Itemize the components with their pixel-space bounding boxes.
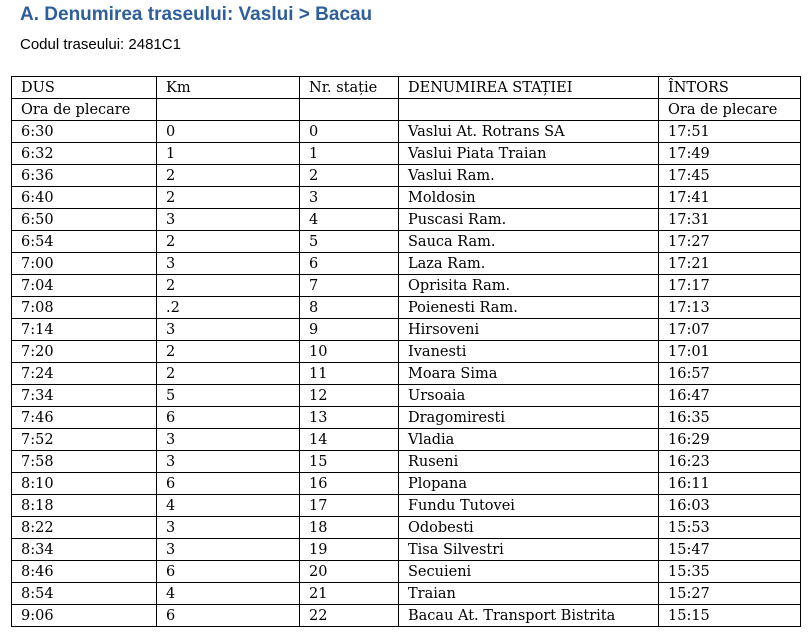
station-name-cell: Vladia <box>399 429 659 451</box>
departure-time-cell: 8:10 <box>12 473 157 495</box>
return-time-cell: 15:15 <box>659 605 801 627</box>
header-intors: ÎNTORS <box>659 77 801 99</box>
station-name-cell: Vaslui Ram. <box>399 165 659 187</box>
station-number-cell: 4 <box>300 209 399 231</box>
departure-time-cell: 7:46 <box>12 407 157 429</box>
return-time-cell: 16:11 <box>659 473 801 495</box>
header-station-number: Nr. stație <box>300 77 399 99</box>
table-row <box>12 165 801 187</box>
km-cell: 2 <box>157 341 300 363</box>
table-row <box>12 209 801 231</box>
table-row <box>12 605 801 627</box>
departure-time-cell: 6:50 <box>12 209 157 231</box>
return-time-cell: 15:53 <box>659 517 801 539</box>
departure-time-cell: 8:22 <box>12 517 157 539</box>
departure-time-cell: 7:08 <box>12 297 157 319</box>
return-time-cell: 17:21 <box>659 253 801 275</box>
table-row <box>12 363 801 385</box>
station-name-cell: Laza Ram. <box>399 253 659 275</box>
station-number-cell: 18 <box>300 517 399 539</box>
table-row <box>12 539 801 561</box>
return-time-cell: 15:27 <box>659 583 801 605</box>
station-number-cell: 11 <box>300 363 399 385</box>
station-name-cell: Vaslui At. Rotrans SA <box>399 121 659 143</box>
km-cell: 3 <box>157 253 300 275</box>
return-time-cell: 17:51 <box>659 121 801 143</box>
header-station-name: DENUMIREA STAȚIEI <box>399 77 659 99</box>
km-cell: 1 <box>157 143 300 165</box>
return-time-cell: 16:57 <box>659 363 801 385</box>
station-name-cell: Traian <box>399 583 659 605</box>
table-row <box>12 341 801 363</box>
station-number-cell: 22 <box>300 605 399 627</box>
km-cell: 2 <box>157 165 300 187</box>
departure-time-cell: 6:30 <box>12 121 157 143</box>
table-row <box>12 517 801 539</box>
station-number-cell: 6 <box>300 253 399 275</box>
km-cell: 3 <box>157 539 300 561</box>
km-cell: 3 <box>157 209 300 231</box>
departure-time-cell: 7:00 <box>12 253 157 275</box>
route-code-line <box>20 36 181 53</box>
station-name-cell: Tisa Silvestri <box>399 539 659 561</box>
km-cell: 2 <box>157 187 300 209</box>
table-row <box>12 561 801 583</box>
km-cell: .2 <box>157 297 300 319</box>
table-header-row <box>12 77 801 99</box>
departure-time-cell: 6:32 <box>12 143 157 165</box>
return-time-cell: 17:49 <box>659 143 801 165</box>
departure-time-cell: 7:14 <box>12 319 157 341</box>
km-cell: 6 <box>157 473 300 495</box>
station-number-cell: 17 <box>300 495 399 517</box>
km-cell: 3 <box>157 319 300 341</box>
departure-time-cell: 8:34 <box>12 539 157 561</box>
km-cell: 3 <box>157 517 300 539</box>
km-cell: 3 <box>157 429 300 451</box>
table-row <box>12 473 801 495</box>
return-time-cell: 16:35 <box>659 407 801 429</box>
departure-time-cell: 7:20 <box>12 341 157 363</box>
station-number-cell: 16 <box>300 473 399 495</box>
subheader-km <box>157 99 300 121</box>
station-number-cell: 0 <box>300 121 399 143</box>
route-code-label: Codul traseului: <box>20 36 125 53</box>
station-number-cell: 7 <box>300 275 399 297</box>
return-time-cell: 15:35 <box>659 561 801 583</box>
departure-time-cell: 6:40 <box>12 187 157 209</box>
route-code-value: 2481C1 <box>128 36 181 53</box>
km-cell: 2 <box>157 231 300 253</box>
table-subheader-row <box>12 99 801 121</box>
return-time-cell: 17:17 <box>659 275 801 297</box>
station-name-cell: Puscasi Ram. <box>399 209 659 231</box>
return-time-cell: 16:23 <box>659 451 801 473</box>
station-number-cell: 10 <box>300 341 399 363</box>
return-time-cell: 16:47 <box>659 385 801 407</box>
table-row <box>12 187 801 209</box>
departure-time-cell: 7:58 <box>12 451 157 473</box>
table-row <box>12 231 801 253</box>
station-name-cell: Dragomiresti <box>399 407 659 429</box>
station-number-cell: 19 <box>300 539 399 561</box>
station-name-cell: Secuieni <box>399 561 659 583</box>
return-time-cell: 17:13 <box>659 297 801 319</box>
departure-time-cell: 8:18 <box>12 495 157 517</box>
return-time-cell: 17:41 <box>659 187 801 209</box>
station-number-cell: 3 <box>300 187 399 209</box>
km-cell: 2 <box>157 275 300 297</box>
station-name-cell: Poienesti Ram. <box>399 297 659 319</box>
table-row <box>12 385 801 407</box>
km-cell: 4 <box>157 583 300 605</box>
table-row <box>12 583 801 605</box>
table-row <box>12 319 801 341</box>
station-name-cell: Vaslui Piata Traian <box>399 143 659 165</box>
km-cell: 6 <box>157 407 300 429</box>
station-name-cell: Hirsoveni <box>399 319 659 341</box>
header-dus: DUS <box>12 77 157 99</box>
station-name-cell: Odobesti <box>399 517 659 539</box>
departure-time-cell: 6:36 <box>12 165 157 187</box>
km-cell: 6 <box>157 561 300 583</box>
return-time-cell: 16:03 <box>659 495 801 517</box>
departure-time-cell: 7:24 <box>12 363 157 385</box>
station-name-cell: Bacau At. Transport Bistrita <box>399 605 659 627</box>
station-name-cell: Moara Sima <box>399 363 659 385</box>
table-row <box>12 253 801 275</box>
subheader-dus: Ora de plecare <box>12 99 157 121</box>
km-cell: 6 <box>157 605 300 627</box>
station-name-cell: Ursoaia <box>399 385 659 407</box>
station-number-cell: 1 <box>300 143 399 165</box>
schedule-table <box>11 76 801 627</box>
return-time-cell: 16:29 <box>659 429 801 451</box>
route-title: A. Denumirea traseului: Vaslui > Bacau <box>20 4 373 25</box>
subheader-station-number <box>300 99 399 121</box>
table-row <box>12 429 801 451</box>
departure-time-cell: 8:54 <box>12 583 157 605</box>
station-number-cell: 21 <box>300 583 399 605</box>
station-number-cell: 12 <box>300 385 399 407</box>
table-row <box>12 275 801 297</box>
km-cell: 5 <box>157 385 300 407</box>
station-number-cell: 20 <box>300 561 399 583</box>
departure-time-cell: 9:06 <box>12 605 157 627</box>
station-number-cell: 9 <box>300 319 399 341</box>
station-number-cell: 8 <box>300 297 399 319</box>
table-row <box>12 143 801 165</box>
station-name-cell: Plopana <box>399 473 659 495</box>
station-number-cell: 14 <box>300 429 399 451</box>
table-row <box>12 451 801 473</box>
station-name-cell: Ruseni <box>399 451 659 473</box>
km-cell: 3 <box>157 451 300 473</box>
departure-time-cell: 6:54 <box>12 231 157 253</box>
station-name-cell: Sauca Ram. <box>399 231 659 253</box>
station-name-cell: Moldosin <box>399 187 659 209</box>
station-name-cell: Ivanesti <box>399 341 659 363</box>
departure-time-cell: 8:46 <box>12 561 157 583</box>
return-time-cell: 17:45 <box>659 165 801 187</box>
station-name-cell: Oprisita Ram. <box>399 275 659 297</box>
departure-time-cell: 7:04 <box>12 275 157 297</box>
return-time-cell: 17:07 <box>659 319 801 341</box>
station-number-cell: 13 <box>300 407 399 429</box>
station-name-cell: Fundu Tutovei <box>399 495 659 517</box>
subheader-station-name <box>399 99 659 121</box>
table-row <box>12 297 801 319</box>
return-time-cell: 17:27 <box>659 231 801 253</box>
return-time-cell: 17:31 <box>659 209 801 231</box>
station-number-cell: 5 <box>300 231 399 253</box>
departure-time-cell: 7:52 <box>12 429 157 451</box>
header-km: Km <box>157 77 300 99</box>
km-cell: 4 <box>157 495 300 517</box>
subheader-intors: Ora de plecare <box>659 99 801 121</box>
station-number-cell: 15 <box>300 451 399 473</box>
table-row <box>12 407 801 429</box>
km-cell: 2 <box>157 363 300 385</box>
station-number-cell: 2 <box>300 165 399 187</box>
return-time-cell: 17:01 <box>659 341 801 363</box>
km-cell: 0 <box>157 121 300 143</box>
return-time-cell: 15:47 <box>659 539 801 561</box>
departure-time-cell: 7:34 <box>12 385 157 407</box>
table-row <box>12 121 801 143</box>
table-row <box>12 495 801 517</box>
